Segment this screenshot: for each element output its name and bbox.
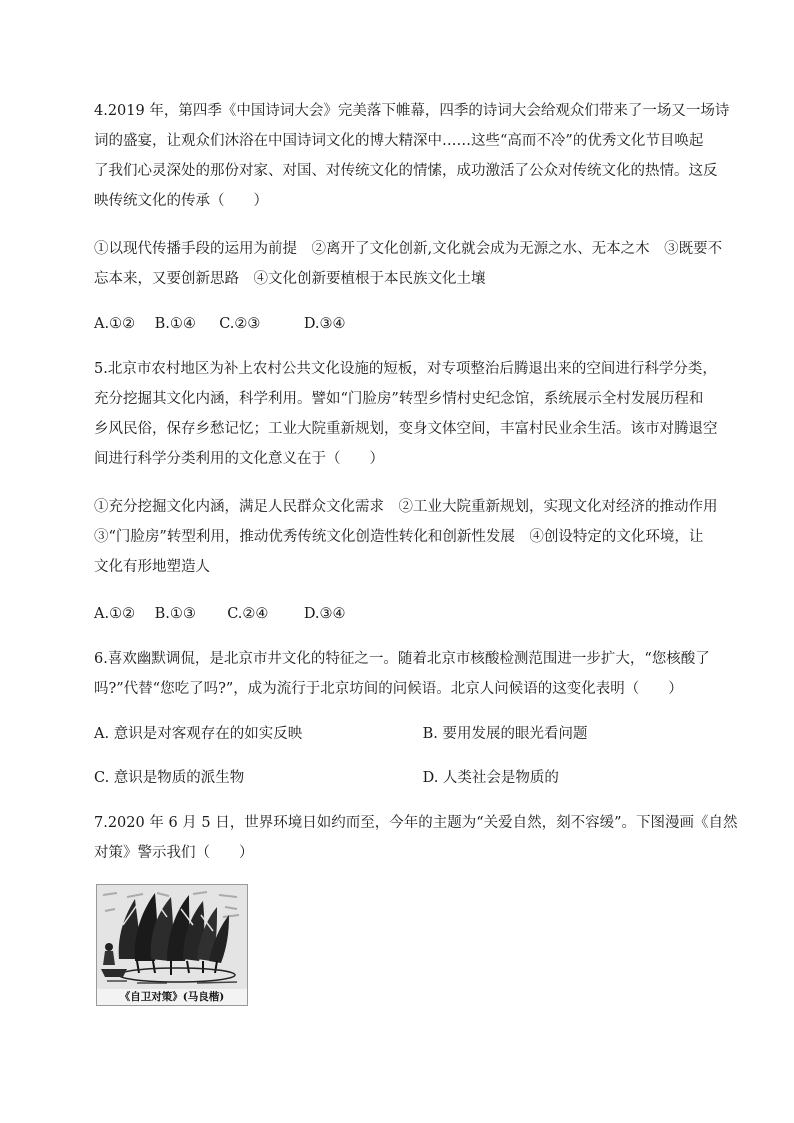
question-6-stem-line: 6.喜欢幽默调侃，是北京市井文化的特征之一。随着北京市核酸检测范围进一步扩大，“您核酸了 bbox=[94, 651, 710, 667]
option-d: D.③④ bbox=[303, 316, 346, 332]
question-5-statement-line: ③“门脸房”转型利用，推动优秀传统文化创造性转化和创新性发展 ④创设特定的文化环境，让 bbox=[94, 529, 704, 545]
question-5-stem bbox=[94, 354, 718, 474]
option-b: B. 要用发展的眼光看问题 bbox=[422, 726, 588, 742]
question-5-options bbox=[94, 604, 346, 624]
option-a: A.①② bbox=[94, 606, 136, 622]
option-c: C.②③ bbox=[219, 316, 261, 332]
question-4-stem-line: 词的盛宴，让观众们沐浴在中国诗词文化的博大精深中……这些“高而不冷”的优秀文化节目唤起 bbox=[94, 133, 704, 149]
option-a: A. 意识是对客观存在的如实反映 bbox=[94, 726, 303, 742]
question-4-stem-line: 映传统文化的传承（ ） bbox=[94, 193, 268, 209]
option-c: C.②④ bbox=[227, 606, 269, 622]
question-7-stem-line: 对策》警示我们（ ） bbox=[94, 845, 254, 861]
option-c: C. 意识是物质的派生物 bbox=[94, 770, 245, 786]
question-4-stem bbox=[94, 96, 730, 216]
question-5-stem-line: 5.北京市农村地区为补上农村公共文化设施的短板，对专项整治后腾退出来的空间进行科学分类， bbox=[94, 361, 717, 377]
question-4-statements bbox=[94, 234, 723, 294]
question-4-options bbox=[94, 314, 346, 334]
question-5-statements bbox=[94, 492, 718, 582]
cartoon-caption: 《自卫对策》(马良楷) bbox=[97, 989, 247, 1005]
question-6-stem-line: 吗?”代替“您吃了吗?”，成为流行于北京坊间的问候语。北京人问候语的这变化表明（ ） bbox=[94, 681, 683, 697]
question-6-options-row-2 bbox=[94, 768, 559, 788]
question-5-stem-line: 充分挖掘其文化内涵，科学利用。譬如“门脸房”转型乡情村史纪念馆，系统展示全村发展历程和 bbox=[94, 391, 704, 407]
cartoon-drawing-icon bbox=[97, 885, 247, 989]
question-5-statement-line: 文化有形地塑造人 bbox=[94, 559, 210, 575]
question-6-stem bbox=[94, 644, 710, 704]
question-4-statement-line: 忘本来，又要创新思路 ④文化创新要植根于本民族文化土壤 bbox=[94, 271, 486, 287]
cartoon-image bbox=[96, 884, 248, 1006]
option-d: D.③④ bbox=[303, 606, 346, 622]
question-4-stem-line: 了我们心灵深处的那份对家、对国、对传统文化的情愫，成功激活了公众对传统文化的热情。这反 bbox=[94, 163, 718, 179]
question-5-stem-line: 间进行科学分类利用的文化意义在于（ ） bbox=[94, 451, 384, 467]
question-4-stem-line: 4.2019 年，第四季《中国诗词大会》完美落下帷幕，四季的诗词大会给观众们带来了一场又一场诗 bbox=[94, 103, 730, 119]
option-b: B.①③ bbox=[154, 606, 196, 622]
question-6-options-row-1 bbox=[94, 724, 587, 744]
question-5-statement-line: ①充分挖掘文化内涵，满足人民群众文化需求 ②工业大院重新规划，实现文化对经济的推动作用 bbox=[94, 499, 718, 515]
question-7-stem-line: 7.2020 年 6 月 5 日，世界环境日如约而至，今年的主题为“关爱自然，刻不容缓”。下图漫画《自然 bbox=[94, 815, 738, 831]
question-7-stem bbox=[94, 808, 738, 868]
option-a: A.①② bbox=[94, 316, 136, 332]
option-d: D. 人类社会是物质的 bbox=[422, 770, 559, 786]
option-b: B.①④ bbox=[154, 316, 196, 332]
question-4-statement-line: ①以现代传播手段的运用为前提 ②离开了文化创新,文化就会成为无源之水、无本之木 ③既要不 bbox=[94, 241, 723, 257]
question-5-stem-line: 乡风民俗，保存乡愁记忆；工业大院重新规划，变身文体空间，丰富村民业余生活。该市对腾退空 bbox=[94, 421, 718, 437]
